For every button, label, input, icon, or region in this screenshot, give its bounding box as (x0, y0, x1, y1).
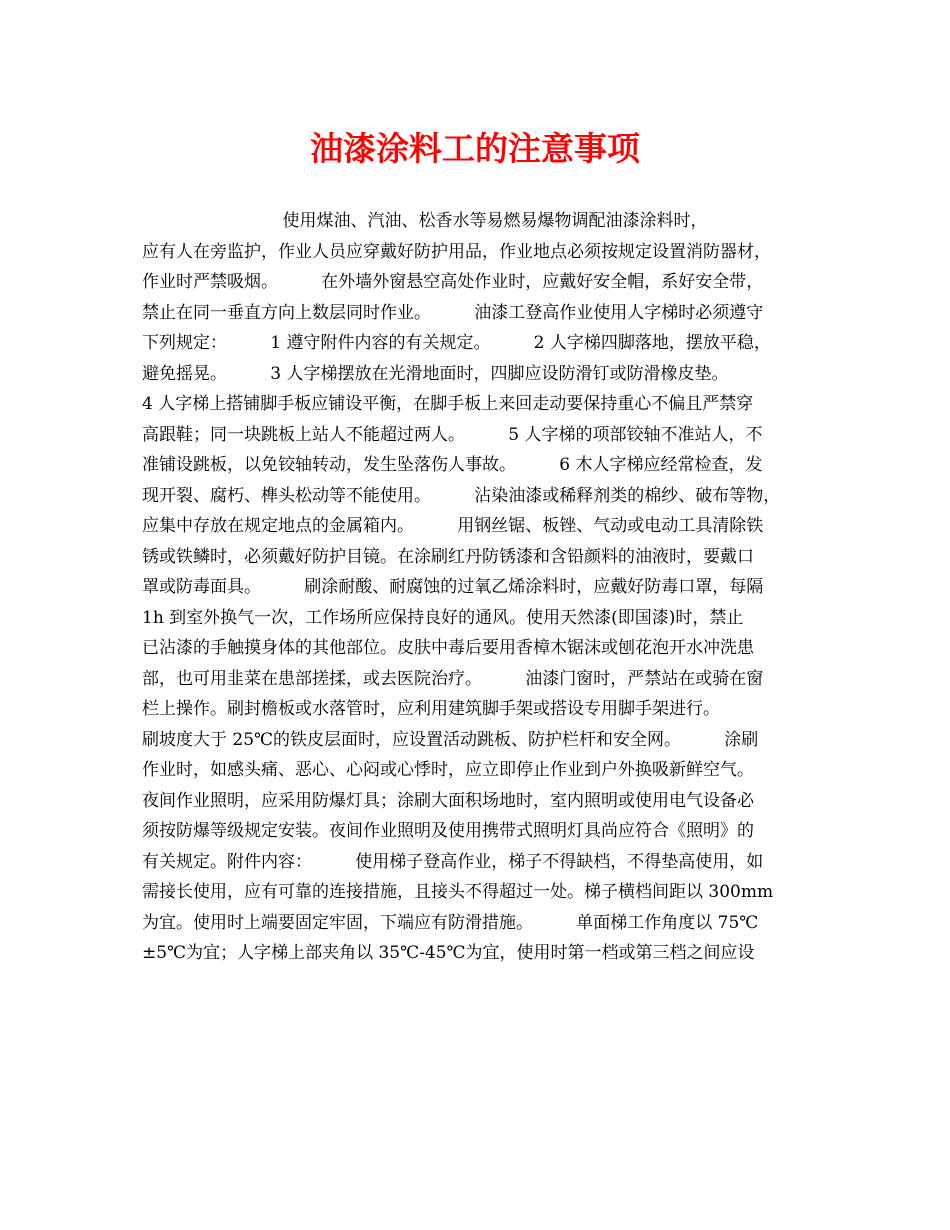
body-line: 应有人在旁监护，作业人员应穿戴好防护用品，作业地点必须按规定设置消防器材， (142, 241, 771, 262)
body-line: 1h 到室外换气一次，工作场所应保持良好的通风。使用天然漆(即国漆)时，禁止 (142, 607, 744, 628)
body-line: 须按防爆等级规定安装。夜间作业照明及使用携带式照明灯具尚应符合《照明》的 (142, 821, 754, 841)
body-line: 高跟鞋；同一块跳板上站人不能超过两人。 5 人字梯的项部铰轴不准站人，不 (142, 424, 763, 445)
body-line: 栏上操作。刷封檐板或水落管时，应利用建筑脚手架或搭设专用脚手架进行。 (142, 699, 720, 719)
body-line: 锈或铁鳞时，必须戴好防护目镜。在涂刷红丹防锈漆和含铅颜料的油液时，要戴口 (142, 546, 754, 567)
body-line: ±5℃为宜；人字梯上部夹角以 35℃-45℃为宜，使用时第一档或第三档之间应设 (142, 943, 755, 963)
body-line: 使用煤油、汽油、松香水等易燃易爆物调配油漆涂料时， (142, 211, 708, 231)
body-line: 现开裂、腐朽、榫头松动等不能使用。 沾染油漆或稀释剂类的棉纱、破布等物， (142, 485, 781, 506)
body-line: 避免摇晃。 3 人字梯摆放在光滑地面时，四脚应设防滑钉或防滑橡皮垫。 (142, 363, 729, 384)
body-line: 作业时严禁吸烟。 在外墙外窗悬空高处作业时，应戴好安全帽，系好安全带， (142, 272, 764, 292)
body-line: 刷坡度大于 25℃的铁皮层面时，应设置活动跳板、防护栏杆和安全网。 涂刷 (142, 729, 759, 750)
body-line: 准铺设跳板，以免铰轴转动，发生坠落伤人事故。 6 木人字梯应经常检查，发 (142, 455, 763, 475)
body-line: 夜间作业照明，应采用防爆灯具；涂刷大面积场地时，室内照明或使用电气设备必 (142, 790, 754, 811)
body-line: 应集中存放在规定地点的金属箱内。 用钢丝锯、板锉、气动或电动工具清除铁 (142, 516, 764, 536)
body-line: 禁止在同一垂直方向上数层同时作业。 油漆工登高作业使用人字梯时必须遵守 (142, 302, 764, 323)
body-line: 作业时，如感头痛、恶心、心闷或心悸时，应立即停止作业到户外换吸新鲜空气。 (142, 760, 754, 780)
body-line: 罩或防毒面具。 刷涂耐酸、耐腐蚀的过氧乙烯涂料时，应戴好防毒口罩，每隔 (142, 577, 764, 597)
body-line: 4 人字梯上搭铺脚手板应铺设平衡，在脚手板上来回走动要保持重心不偏且严禁穿 (142, 394, 754, 414)
body-line: 部，也可用韭菜在患部搓揉，或去医院治疗。 油漆门窗时，严禁站在或骑在窗 (142, 668, 764, 689)
body-line: 有关规定。附件内容： 使用梯子登高作业，梯子不得缺档，不得垫高使用，如 (142, 851, 764, 872)
document-body (142, 206, 812, 969)
body-line: 为宜。使用时上端要固定牢固，下端应有防滑措施。 单面梯工作角度以 75℃ (142, 912, 759, 933)
document-title: 油漆涂料工的注意事项 (310, 129, 640, 168)
body-line: 已沾漆的手触摸身体的其他部位。皮肤中毒后要用香樟木锯沫或刨花泡开水冲洗患 (142, 638, 754, 658)
body-line: 下列规定： 1 遵守附件内容的有关规定。 2 人字梯四脚落地，摆放平稳， (142, 333, 771, 353)
body-line: 需接长使用，应有可靠的连接措施，且接头不得超过一处。梯子横档间距以 300mm (142, 882, 774, 902)
